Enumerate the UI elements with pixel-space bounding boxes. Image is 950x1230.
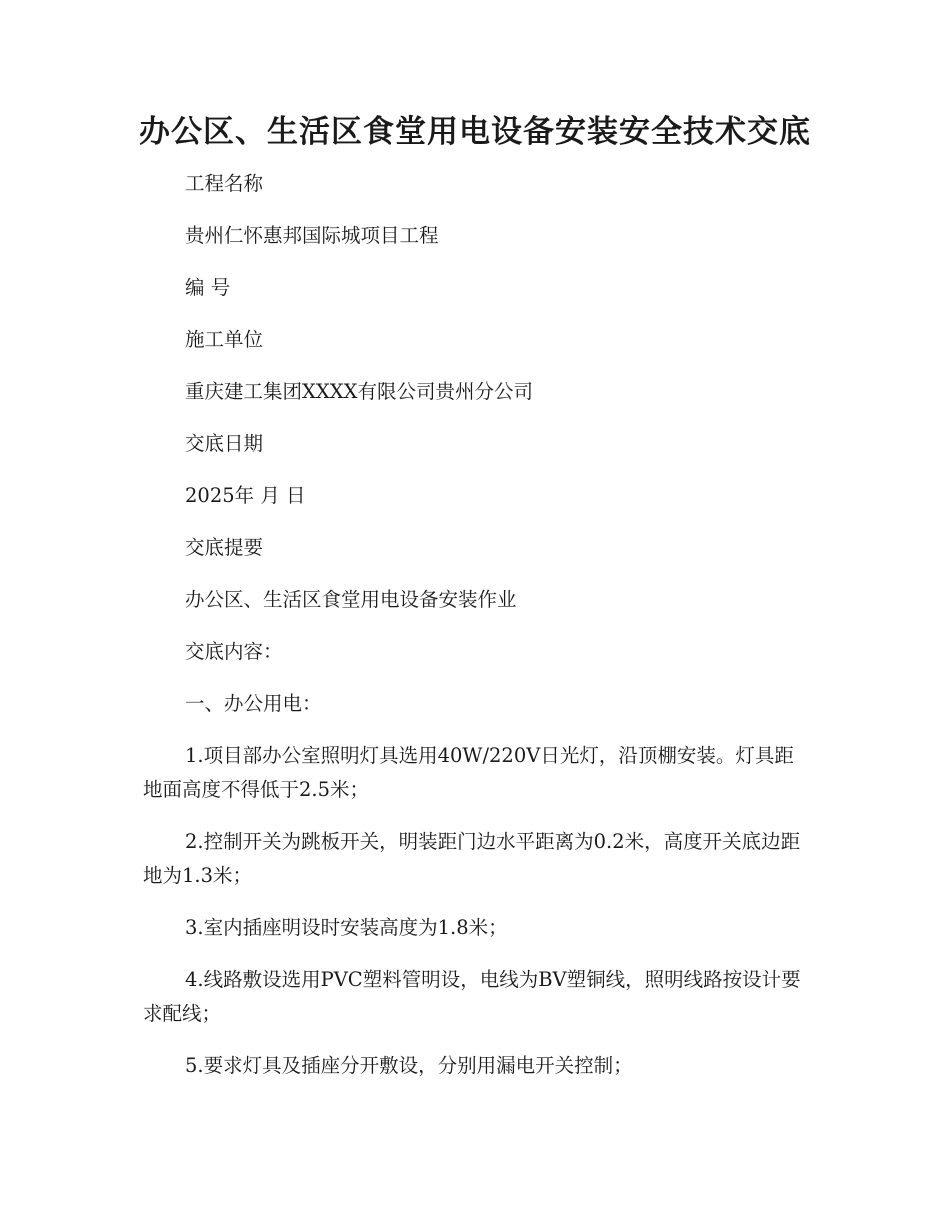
construction-unit-value: 重庆建工集团XXXX有限公司贵州分公司 (185, 380, 534, 403)
project-name-label: 工程名称 (185, 172, 264, 195)
project-name-value: 贵州仁怀惠邦国际城项目工程 (185, 224, 439, 247)
document-body (143, 158, 805, 1092)
section-item-5: 5.要求灯具及插座分开敷设，分别用漏电开关控制； (185, 1054, 633, 1077)
section-item-4: 4.线路敷设选用PVC塑料管明设，电线为BV塑铜线，照明线路按设计要求配线； (143, 968, 801, 1025)
date-value: 2025年 月 日 (185, 484, 306, 507)
section-item-1: 1.项目部办公室照明灯具选用40W/220V日光灯，沿顶棚安装。灯具距地面高度不得低于2.5米； (143, 744, 794, 801)
summary-label: 交底提要 (185, 536, 264, 559)
number-label: 编 号 (185, 276, 231, 299)
construction-unit-label: 施工单位 (185, 328, 264, 351)
date-label: 交底日期 (185, 432, 264, 455)
section-item-3: 3.室内插座明设时安装高度为1.8米； (185, 916, 508, 939)
section-item-2: 2.控制开关为跳板开关，明装距门边水平距离为0.2米，高度开关底边距地为1.3米； (143, 830, 801, 887)
document-title: 办公区、生活区食堂用电设备安装安全技术交底 (139, 114, 811, 150)
summary-value: 办公区、生活区食堂用电设备安装作业 (185, 588, 517, 611)
section-heading: 一、办公用电： (185, 692, 322, 715)
content-label: 交底内容： (185, 640, 283, 663)
